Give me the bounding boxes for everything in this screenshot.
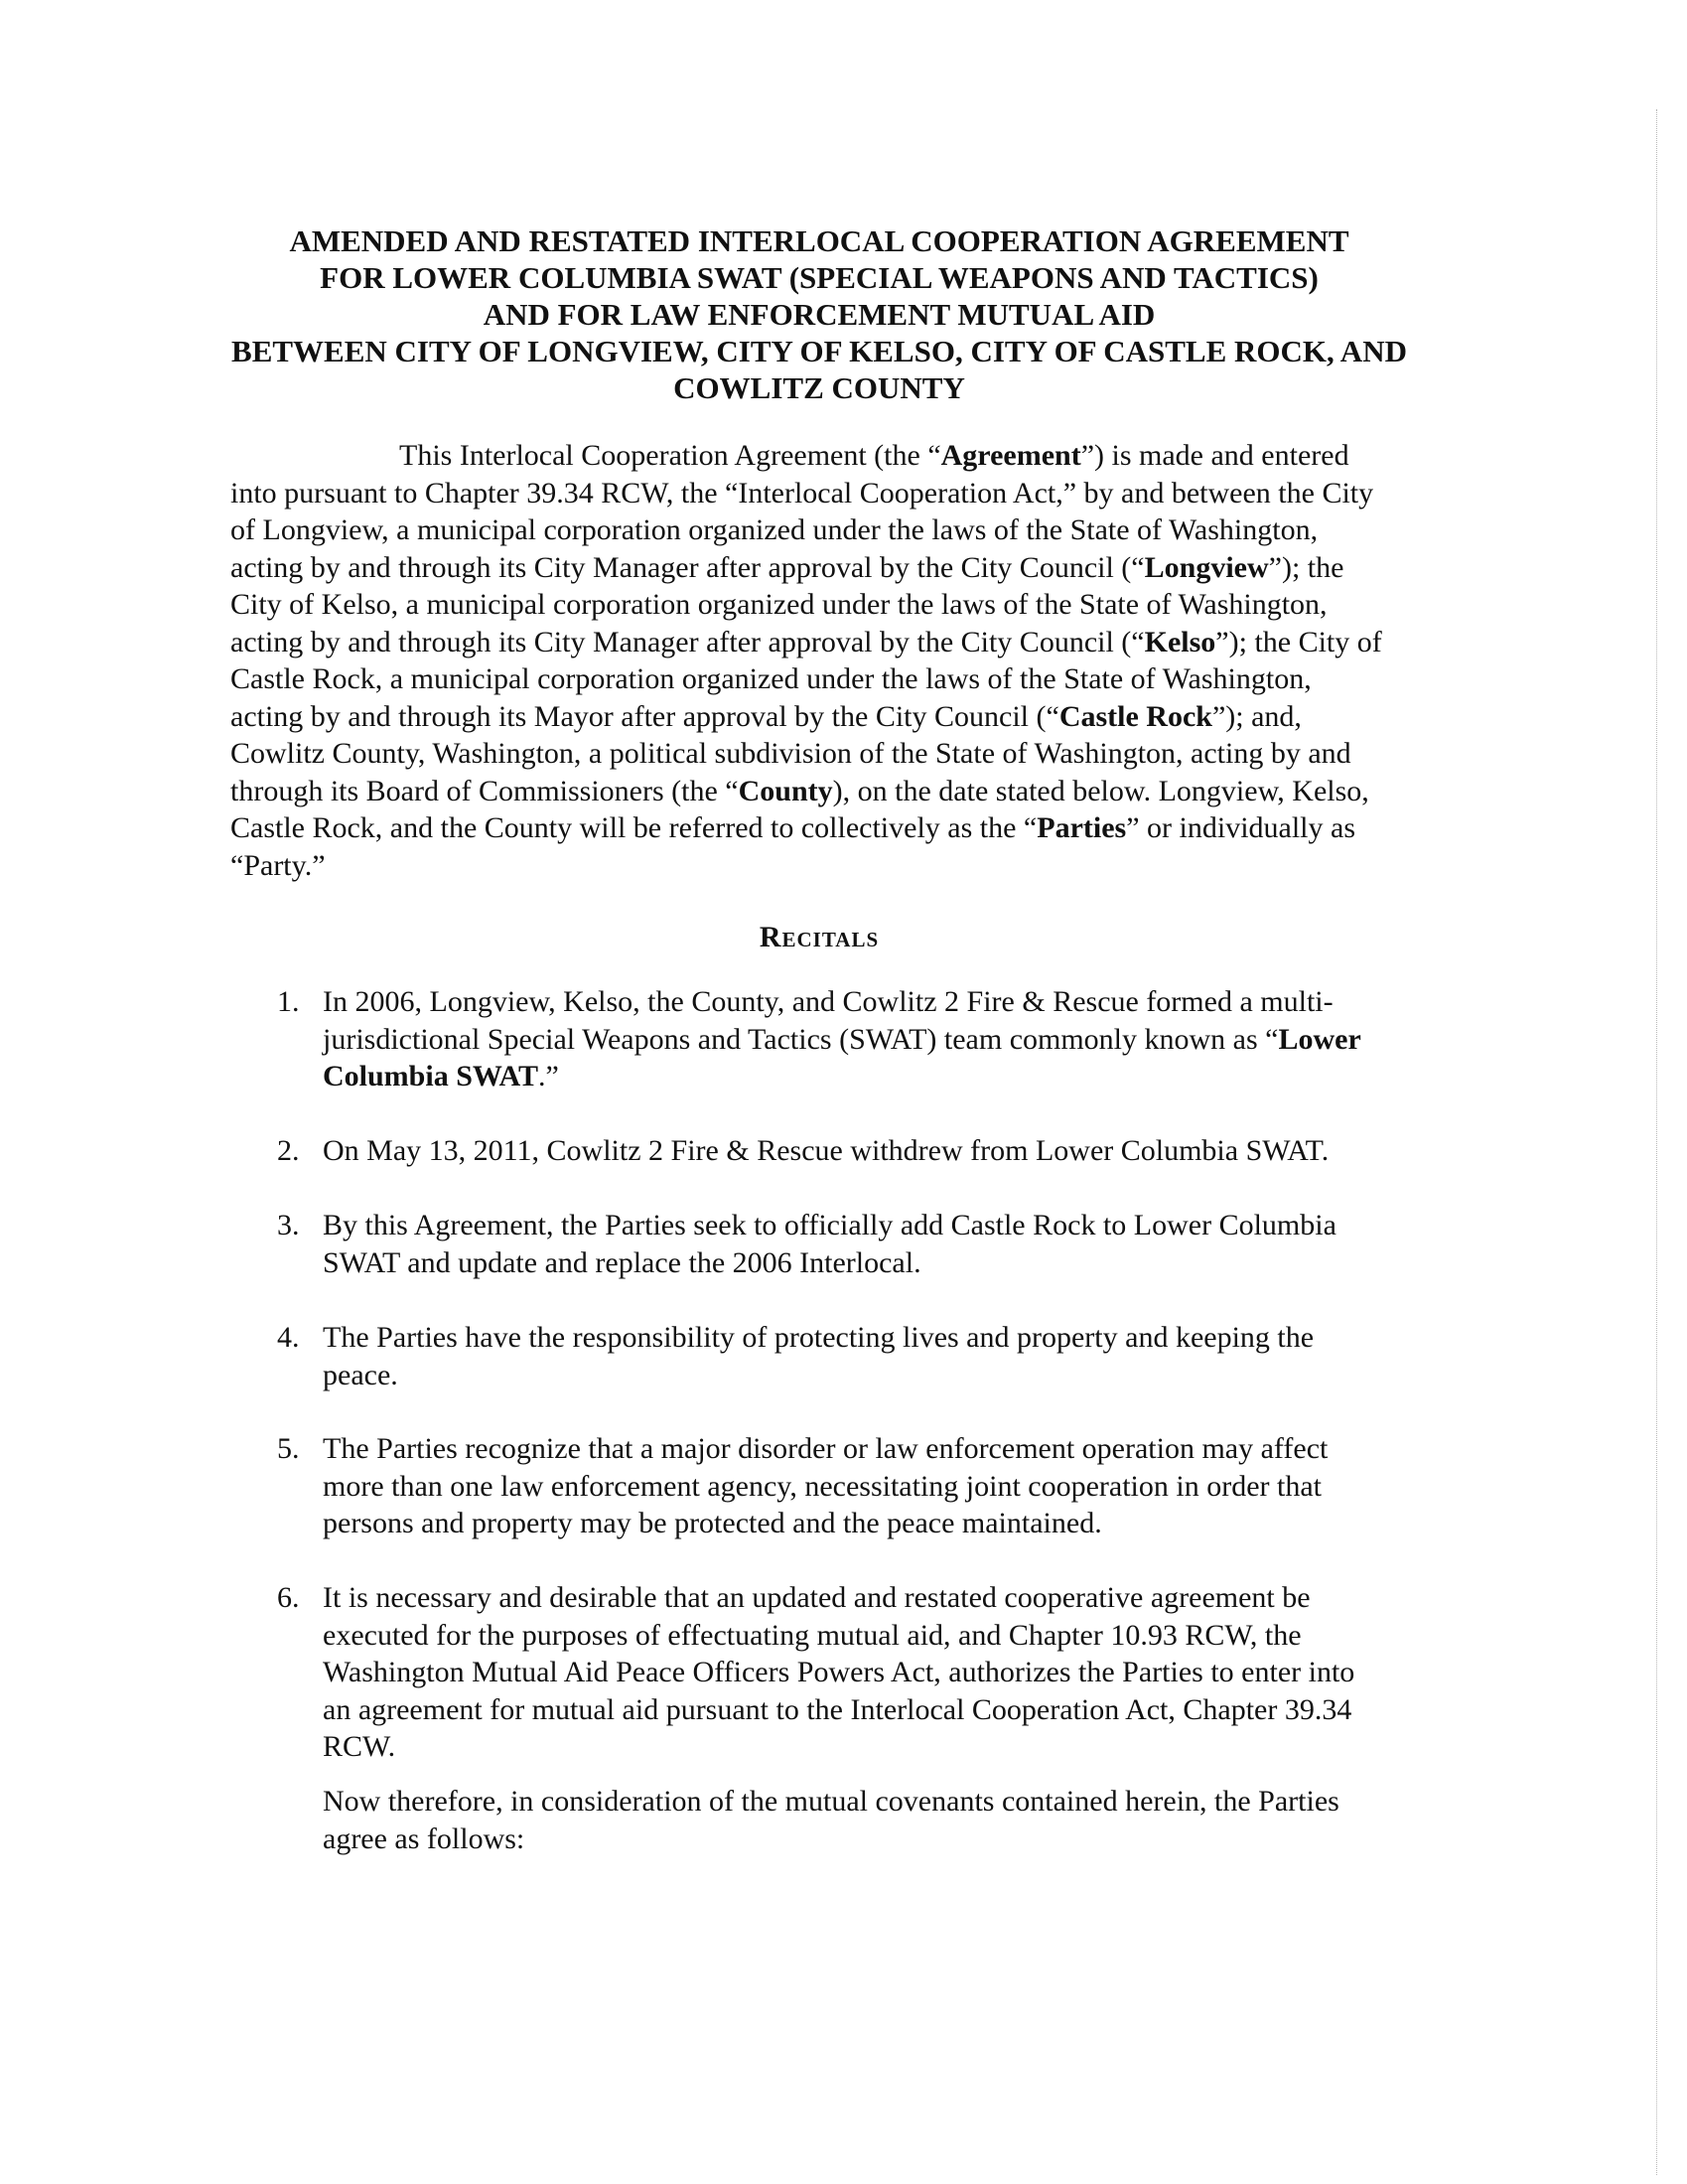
defined-term-parties: Parties bbox=[1037, 811, 1127, 844]
recital-line: On May 13, 2011, Cowlitz 2 Fire & Rescue withdrew from Lower Columbia SWAT. bbox=[323, 1134, 1330, 1167]
recital-text: jurisdictional Special Weapons and Tactics (SWAT) team commonly known as “ bbox=[323, 1022, 1279, 1056]
intro-text: Castle Rock, and the County will be referred to collectively as the “ bbox=[230, 811, 1038, 844]
intro-text: ), on the date stated below. Longview, Kelso, bbox=[832, 774, 1369, 807]
recital-number: 1. bbox=[277, 985, 300, 1018]
defined-term-county: County bbox=[738, 774, 833, 807]
recital-line: It is necessary and desirable that an updated and restated cooperative agreement be bbox=[323, 1581, 1311, 1614]
defined-term-longview: Longview bbox=[1144, 550, 1269, 584]
recital-number: 4. bbox=[277, 1321, 300, 1354]
intro-text: ”); and, bbox=[1211, 699, 1302, 733]
recital-line: The Parties recognize that a major disorder or law enforcement operation may affect bbox=[323, 1432, 1329, 1465]
intro-text: ”); the City of bbox=[1215, 625, 1382, 658]
title-line: FOR LOWER COLUMBIA SWAT (SPECIAL WEAPONS AND TACTICS) bbox=[320, 260, 1319, 295]
recital-line: peace. bbox=[323, 1358, 398, 1391]
recital-line: RCW. bbox=[323, 1730, 396, 1763]
recital-text: .” bbox=[538, 1060, 559, 1092]
recitals-heading: Recitals bbox=[759, 921, 880, 953]
intro-text: acting by and through its City Manager after approval by the City Council (“ bbox=[230, 625, 1145, 658]
recital-line: SWAT and update and replace the 2006 Interlocal. bbox=[323, 1245, 921, 1279]
recital-line bbox=[323, 1058, 1475, 1095]
intro-text: This Interlocal Cooperation Agreement (the “ bbox=[399, 439, 941, 472]
intro-line: of Longview, a municipal corporation organized under the laws of the State of Washington, bbox=[230, 513, 1319, 546]
intro-paragraph bbox=[230, 437, 1481, 884]
recital-item-3 bbox=[277, 1207, 1475, 1281]
intro-line: Castle Rock, a municipal corporation organized under the laws of the State of Washington, bbox=[230, 662, 1312, 695]
recital-item-2 bbox=[277, 1132, 1475, 1170]
recital-line: more than one law enforcement agency, necessitating joint cooperation in order that bbox=[323, 1469, 1323, 1503]
intro-text: through its Board of Commissioners (the “ bbox=[230, 774, 739, 807]
defined-term-lower-columbia-swat: Columbia SWAT bbox=[323, 1060, 539, 1092]
recital-item-1 bbox=[277, 983, 1475, 1095]
intro-line bbox=[230, 809, 1481, 847]
intro-line bbox=[230, 773, 1481, 810]
recital-number: 6. bbox=[277, 1581, 300, 1614]
recital-line: executed for the purposes of effectuating mutual aid, and Chapter 10.93 RCW, the bbox=[323, 1618, 1302, 1652]
defined-term-kelso: Kelso bbox=[1144, 625, 1216, 658]
recital-item-5 bbox=[277, 1430, 1475, 1542]
closing-paragraph bbox=[323, 1783, 1475, 1857]
closing-line: agree as follows: bbox=[323, 1821, 525, 1855]
recital-line bbox=[323, 1021, 1475, 1059]
intro-line bbox=[230, 437, 1481, 475]
intro-text: ”) is made and entered bbox=[1080, 439, 1349, 472]
recital-line: Washington Mutual Aid Peace Officers Powers Act, authorizes the Parties to enter into bbox=[323, 1656, 1355, 1688]
defined-term-castle-rock: Castle Rock bbox=[1058, 699, 1212, 733]
recital-line: an agreement for mutual aid pursuant to the Interlocal Cooperation Act, Chapter 39.34 bbox=[323, 1692, 1352, 1726]
recital-number: 3. bbox=[277, 1209, 300, 1241]
intro-line bbox=[230, 624, 1481, 661]
recital-number: 2. bbox=[277, 1134, 300, 1167]
intro-line: Cowlitz County, Washington, a political subdivision of the State of Washington, acting by and bbox=[230, 737, 1351, 770]
recital-line: In 2006, Longview, Kelso, the County, and Cowlitz 2 Fire & Rescue formed a multi- bbox=[323, 985, 1334, 1018]
defined-term-lower-columbia-swat: Lower bbox=[1278, 1022, 1361, 1056]
intro-text: ”); the bbox=[1268, 550, 1344, 584]
recital-line: The Parties have the responsibility of protecting lives and property and keeping the bbox=[323, 1321, 1315, 1354]
intro-line: City of Kelso, a municipal corporation organized under the laws of the State of Washington, bbox=[230, 588, 1328, 621]
document-title bbox=[199, 222, 1440, 406]
recital-line: persons and property may be protected and the peace maintained. bbox=[323, 1507, 1102, 1539]
recital-item-6 bbox=[277, 1579, 1475, 1766]
intro-line bbox=[230, 698, 1481, 736]
title-line: AND FOR LAW ENFORCEMENT MUTUAL AID bbox=[483, 297, 1156, 332]
intro-text: acting by and through its Mayor after approval by the City Council (“ bbox=[230, 699, 1059, 733]
title-line: AMENDED AND RESTATED INTERLOCAL COOPERATION AGREEMENT bbox=[289, 223, 1349, 258]
recital-number: 5. bbox=[277, 1432, 300, 1465]
intro-line bbox=[230, 549, 1481, 587]
intro-line: “Party.” bbox=[230, 848, 326, 882]
scan-edge-mark bbox=[1656, 109, 1657, 2175]
recital-line: By this Agreement, the Parties seek to officially add Castle Rock to Lower Columbia bbox=[323, 1209, 1336, 1241]
recital-item-4 bbox=[277, 1319, 1475, 1393]
intro-line: into pursuant to Chapter 39.34 RCW, the “Interlocal Cooperation Act,” by and between the City bbox=[230, 476, 1374, 510]
defined-term-agreement: Agreement bbox=[940, 439, 1081, 472]
intro-text: ” or individually as bbox=[1126, 811, 1356, 844]
title-line: BETWEEN CITY OF LONGVIEW, CITY OF KELSO, CITY OF CASTLE ROCK, AND bbox=[231, 334, 1407, 368]
closing-line: Now therefore, in consideration of the mutual covenants contained herein, the Parties bbox=[323, 1785, 1339, 1818]
title-line: COWLITZ COUNTY bbox=[673, 370, 965, 405]
intro-text: acting by and through its City Manager after approval by the City Council (“ bbox=[230, 550, 1145, 584]
